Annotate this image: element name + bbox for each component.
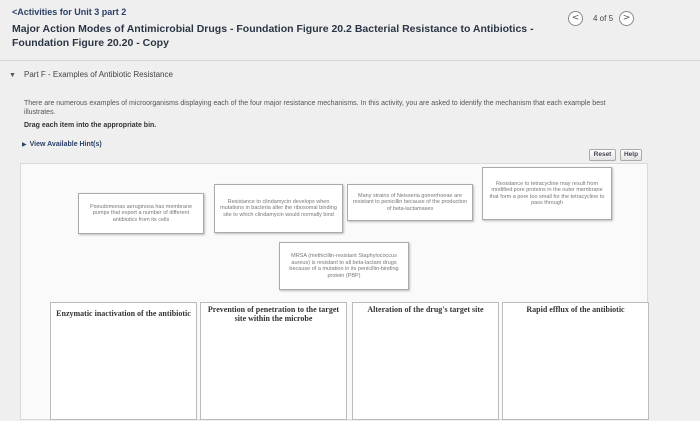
next-page-button[interactable]: > [619, 11, 634, 26]
bin-label: Prevention of penetration to the target site within the microbe [207, 305, 340, 323]
view-hints-link[interactable] [22, 141, 102, 148]
header-divider [0, 60, 700, 61]
help-button[interactable]: Help [620, 149, 642, 161]
drag-card-neisseria[interactable]: Many strains of Neisseria gonorrhoeae are resistant to penicillin because of the production of beta-lactamases [347, 184, 473, 221]
bin-enzymatic-inactivation[interactable] [50, 302, 197, 420]
instructions: There are numerous examples of microorganisms displaying each of the four major resistance mechanisms. In this activity, you are asked to identify the mechanism that each example best illustrates. [24, 100, 606, 116]
bin-prevention-of-penetration[interactable] [200, 302, 347, 420]
page-title: Major Action Modes of Antimicrobial Drugs - Foundation Figure 20.2 Bacterial Resistance to Antibiotics - Foundation Figure 20.20 - Copy [12, 23, 534, 49]
expand-triangle-icon: ▶ [22, 142, 27, 148]
drag-instruction: Drag each item into the appropriate bin. [24, 122, 157, 129]
part-title[interactable]: Part F - Examples of Antibiotic Resistance [24, 70, 173, 79]
drag-card-pseudomonas[interactable]: Pseudomonas aeruginosa has membrane pumps that export a number of different antibiotics from its cells [78, 193, 204, 234]
header [12, 7, 572, 50]
pager [568, 11, 634, 26]
bin-label: Alteration of the drug's target site [367, 305, 484, 314]
collapse-triangle-icon[interactable]: ▼ [9, 72, 16, 79]
drag-card-mrsa[interactable]: MRSA (methicillin-resistant Staphylococcus aureus) is resistant to all beta-lactam drugs because of a mutation in its penicillin-binding protein (PBP) [279, 242, 409, 290]
back-link[interactable]: <Activities for Unit 3 part 2 [12, 7, 127, 17]
bin-label: Enzymatic inactivation of the antibiotic [56, 309, 191, 318]
bin-label: Rapid efflux of the antibiotic [526, 305, 625, 314]
hints-label: View Available Hint(s) [29, 141, 102, 148]
bin-rapid-efflux[interactable] [502, 302, 649, 420]
bin-alteration-of-target[interactable] [352, 302, 499, 420]
page-count: 4 of 5 [593, 14, 614, 23]
prev-page-button[interactable]: < [568, 11, 583, 26]
drag-card-clindamycin[interactable]: Resistance to clindamycin develops when mutations in bacteria alter the ribosomal binding site to which clindamycin would normally bind [214, 184, 343, 233]
reset-button[interactable]: Reset [589, 149, 616, 161]
drag-card-tetracycline[interactable]: Resistance to tetracycline may result from modified pore proteins in the outer membrane that form a pore too small for the tetracycline to pass through [482, 167, 612, 220]
